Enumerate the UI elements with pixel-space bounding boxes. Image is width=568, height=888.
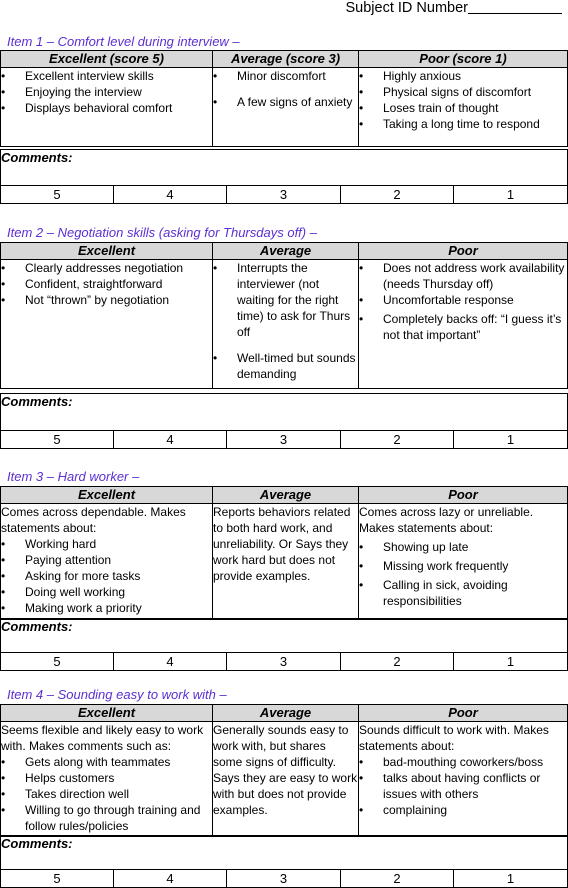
score-4[interactable]: 4 bbox=[114, 431, 227, 449]
item-3-rubric bbox=[0, 486, 568, 620]
score-4[interactable]: 4 bbox=[114, 186, 227, 204]
score-3[interactable]: 3 bbox=[227, 431, 341, 449]
score-5[interactable]: 5 bbox=[1, 186, 114, 204]
criteria-intro: Generally sounds easy to work with, but shares some signs of difficulty. Says they are easy to work with but does not provide examples. bbox=[213, 723, 358, 817]
item-1-comments-table bbox=[0, 149, 568, 204]
comments-label: Comments: bbox=[1, 150, 73, 165]
header-average: Average bbox=[213, 243, 359, 260]
criteria-bullet: • Excellent interview skills bbox=[1, 68, 212, 84]
criteria-bullet: • Loses train of thought bbox=[359, 100, 567, 116]
score-2[interactable]: 2 bbox=[341, 431, 454, 449]
item-4-comments-table bbox=[0, 835, 568, 888]
criteria-bullet: • complaining bbox=[359, 802, 567, 818]
excellent-criteria bbox=[1, 722, 213, 837]
header-excellent: Excellent bbox=[1, 705, 213, 722]
criteria-bullet: • Making work a priority bbox=[1, 600, 212, 616]
criteria-bullet: • Displays behavioral comfort bbox=[1, 100, 212, 116]
score-4[interactable]: 4 bbox=[114, 653, 227, 671]
criteria-bullet: • Confident, straightforward bbox=[1, 276, 212, 292]
item-3-comments-table bbox=[0, 618, 568, 671]
poor-criteria bbox=[359, 260, 568, 389]
criteria-bullet: • Uncomfortable response bbox=[359, 292, 567, 308]
criteria-bullet: • Working hard bbox=[1, 536, 212, 552]
criteria-bullet: • bad-mouthing coworkers/boss bbox=[359, 754, 567, 770]
criteria-bullet: • Doing well working bbox=[1, 584, 212, 600]
header-poor: Poor (score 1) bbox=[359, 51, 568, 68]
criteria-bullet: • Showing up late bbox=[359, 539, 567, 555]
poor-criteria bbox=[359, 722, 568, 837]
criteria-intro: Comes across lazy or unreliable. Makes statements about: bbox=[359, 505, 534, 535]
criteria-bullet: • Does not address work availability (needs Thursday off) bbox=[359, 260, 567, 292]
criteria-intro: Comes across dependable. Makes statements about: bbox=[1, 505, 186, 535]
header-average: Average (score 3) bbox=[213, 51, 359, 68]
header-average: Average bbox=[213, 705, 359, 722]
header-average: Average bbox=[213, 487, 359, 504]
item-2-comments-table bbox=[0, 393, 568, 449]
score-1[interactable]: 1 bbox=[454, 653, 568, 671]
criteria-bullet: • Willing to go through training and follow rules/policies bbox=[1, 802, 212, 834]
criteria-bullet: • Calling in sick, avoiding responsibilities bbox=[359, 577, 567, 609]
score-3[interactable]: 3 bbox=[227, 186, 341, 204]
poor-criteria bbox=[359, 504, 568, 620]
excellent-criteria bbox=[1, 504, 213, 620]
criteria-bullet: • Not “thrown” by negotiation bbox=[1, 292, 212, 308]
header-poor: Poor bbox=[359, 705, 568, 722]
criteria-bullet: • A few signs of anxiety bbox=[213, 94, 358, 110]
criteria-bullet: • Asking for more tasks bbox=[1, 568, 212, 584]
comments-field[interactable] bbox=[1, 150, 568, 186]
criteria-bullet: • Highly anxious bbox=[359, 68, 567, 84]
item-2-title: Item 2 – Negotiation skills (asking for Thursdays off) – bbox=[7, 225, 317, 240]
score-1[interactable]: 1 bbox=[454, 431, 568, 449]
poor-criteria bbox=[359, 68, 568, 147]
item-4-title: Item 4 – Sounding easy to work with – bbox=[7, 687, 227, 702]
criteria-bullet: • Clearly addresses negotiation bbox=[1, 260, 212, 276]
score-3[interactable]: 3 bbox=[227, 870, 341, 888]
header-excellent: Excellent bbox=[1, 243, 213, 260]
criteria-bullet: • Paying attention bbox=[1, 552, 212, 568]
average-criteria bbox=[213, 68, 359, 147]
criteria-bullet: • talks about having conflicts or issues with others bbox=[359, 770, 567, 802]
criteria-intro: Sounds difficult to work with. Makes statements about: bbox=[359, 723, 549, 753]
item-4-rubric bbox=[0, 704, 568, 837]
score-2[interactable]: 2 bbox=[341, 653, 454, 671]
header-poor: Poor bbox=[359, 243, 568, 260]
subject-id-field bbox=[346, 0, 563, 16]
score-5[interactable]: 5 bbox=[1, 653, 114, 671]
score-4[interactable]: 4 bbox=[114, 870, 227, 888]
excellent-criteria bbox=[1, 68, 213, 147]
criteria-bullet: • Interrupts the interviewer (not waiting for the right time) to ask for Thurs off bbox=[213, 260, 358, 340]
average-criteria bbox=[213, 260, 359, 389]
header-poor: Poor bbox=[359, 487, 568, 504]
item-1-title: Item 1 – Comfort level during interview – bbox=[7, 34, 240, 49]
criteria-bullet: • Minor discomfort bbox=[213, 68, 358, 84]
score-1[interactable]: 1 bbox=[454, 186, 568, 204]
comments-field[interactable] bbox=[1, 394, 568, 431]
comments-label: Comments: bbox=[1, 619, 73, 634]
item-2-rubric bbox=[0, 242, 568, 389]
subject-id-blank[interactable] bbox=[468, 0, 562, 14]
comments-field[interactable] bbox=[1, 619, 568, 653]
criteria-bullet: • Enjoying the interview bbox=[1, 84, 212, 100]
score-2[interactable]: 2 bbox=[341, 870, 454, 888]
score-3[interactable]: 3 bbox=[227, 653, 341, 671]
criteria-bullet: • Completely backs off: “I guess it’s not that important” bbox=[359, 311, 567, 343]
subject-id-label: Subject ID Number bbox=[345, 0, 468, 16]
criteria-intro: Reports behaviors related to both hard work, and unreliability. Or Says they work hard but does not provide examples. bbox=[213, 505, 351, 583]
score-1[interactable]: 1 bbox=[454, 870, 568, 888]
criteria-bullet: • Physical signs of discomfort bbox=[359, 84, 567, 100]
comments-label: Comments: bbox=[1, 394, 73, 409]
comments-field[interactable] bbox=[1, 836, 568, 870]
criteria-bullet: • Taking a long time to respond bbox=[359, 116, 567, 132]
score-5[interactable]: 5 bbox=[1, 870, 114, 888]
item-3-title: Item 3 – Hard worker – bbox=[7, 469, 140, 484]
header-excellent: Excellent (score 5) bbox=[1, 51, 213, 68]
average-criteria bbox=[213, 504, 359, 620]
criteria-bullet: • Gets along with teammates bbox=[1, 754, 212, 770]
excellent-criteria bbox=[1, 260, 213, 389]
header-excellent: Excellent bbox=[1, 487, 213, 504]
criteria-bullet: • Helps customers bbox=[1, 770, 212, 786]
criteria-intro: Seems flexible and likely easy to work with. Makes comments such as: bbox=[1, 723, 204, 753]
criteria-bullet: • Takes direction well bbox=[1, 786, 212, 802]
score-5[interactable]: 5 bbox=[1, 431, 114, 449]
score-2[interactable]: 2 bbox=[341, 186, 454, 204]
comments-label: Comments: bbox=[1, 836, 73, 851]
criteria-bullet: • Missing work frequently bbox=[359, 558, 567, 574]
criteria-bullet: • Well-timed but sounds demanding bbox=[213, 350, 358, 382]
average-criteria bbox=[213, 722, 359, 837]
item-1-rubric bbox=[0, 50, 568, 147]
